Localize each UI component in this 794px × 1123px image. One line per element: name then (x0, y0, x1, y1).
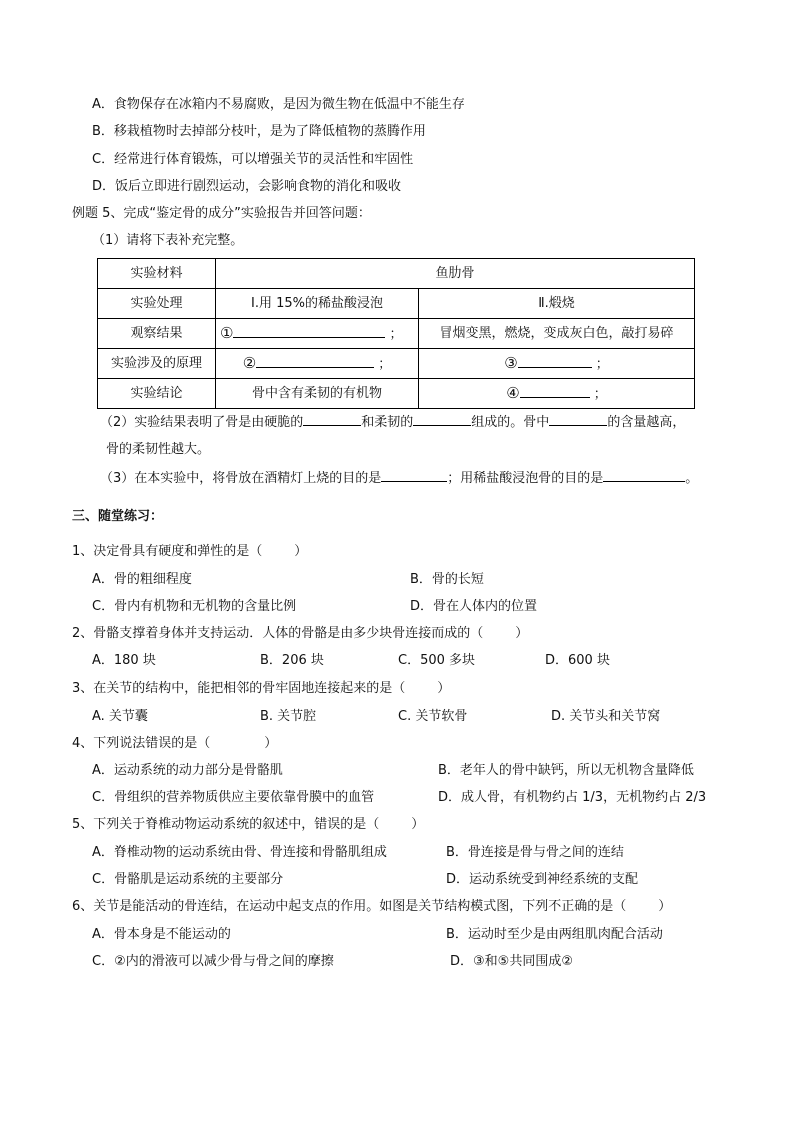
blank-marker-3: ③ (504, 353, 518, 372)
answer-blank[interactable] (518, 355, 592, 368)
blank-marker-4: ④ (506, 383, 520, 402)
answer-blank[interactable] (520, 385, 590, 398)
example5-q2-cont: 骨的柔韧性越大。 (106, 442, 211, 457)
option: B．骨的长短 (410, 572, 484, 587)
option: D．成人骨，有机物约占 1/3，无机物约占 2/3 (438, 790, 707, 805)
table-cell-label: 实验涉及的原理 (98, 349, 216, 379)
table-row (98, 319, 695, 349)
q2-text: 组成的。骨中 (471, 415, 550, 430)
q2-text: （2）实验结果表明了骨是由硬脆的 (100, 415, 304, 430)
example5-q3 (100, 469, 698, 488)
prev-option-d: D．饭后立即进行剧烈运动，会影响食物的消化和吸收 (92, 179, 402, 194)
table-cell (419, 349, 695, 379)
table-cell (216, 349, 419, 379)
example5-q2 (100, 413, 685, 432)
blank-marker-1: ① (220, 323, 234, 342)
q3-text: （3）在本实验中，将骨放在酒精灯上烧的目的是 (100, 471, 382, 486)
table-cell-label: 观察结果 (98, 319, 216, 349)
table-cell: 骨中含有柔韧的有机物 (216, 379, 419, 409)
table-cell-label: 实验处理 (98, 289, 216, 319)
option: B. 关节腔 (260, 709, 317, 724)
option: A．骨的粗细程度 (92, 572, 192, 587)
answer-blank[interactable] (256, 355, 374, 368)
table-cell: Ⅱ.煅烧 (419, 289, 695, 319)
table-row (98, 259, 695, 289)
blank-marker-2: ② (242, 353, 257, 372)
option: A．180 块 (92, 653, 156, 668)
table-cell (216, 319, 419, 349)
example5-q1: （1）请将下表补充完整。 (92, 233, 244, 248)
option: D．600 块 (545, 653, 610, 668)
answer-blank[interactable] (603, 469, 685, 482)
option: A．脊椎动物的运动系统由骨、骨连接和骨骼肌组成 (92, 845, 387, 860)
option: B．206 块 (260, 653, 324, 668)
option: B．骨连接是骨与骨之间的连结 (446, 845, 624, 860)
prev-option-a: A．食物保存在冰箱内不易腐败，是因为微生物在低温中不能生存 (92, 97, 465, 112)
table-row (98, 289, 695, 319)
question-stem: 6、关节是能活动的骨连结，在运动中起支点的作用。如图是关节结构模式图，下列不正确的是（ ） (72, 899, 672, 914)
answer-blank[interactable] (381, 469, 447, 482)
punct: ； (593, 386, 607, 402)
option: D．③和⑤共同围成② (450, 954, 573, 969)
prev-option-c: C．经常进行体育锻炼，可以增强关节的灵活性和牢固性 (92, 152, 414, 167)
option: A. 关节囊 (92, 709, 148, 724)
option: A．骨本身是不能运动的 (92, 927, 231, 942)
question-stem: 5、下列关于脊椎动物运动系统的叙述中，错误的是（ ） (72, 817, 425, 832)
option: A．运动系统的动力部分是骨骼肌 (92, 763, 283, 778)
section-title: 三、随堂练习： (72, 509, 164, 524)
punct: ； (595, 356, 609, 372)
table-cell: 冒烟变黑，燃烧，变成灰白色，敲打易碎 (419, 319, 695, 349)
example5-title: 例题 5、完成“鉴定骨的成分”实验报告并回答问题： (72, 206, 371, 221)
answer-blank[interactable] (549, 413, 607, 426)
option: C．②内的滑液可以减少骨与骨之间的摩擦 (92, 954, 334, 969)
option: D．骨在人体内的位置 (410, 599, 538, 614)
option: B．运动时至少是由两组肌肉配合活动 (446, 927, 663, 942)
q3-text: 。 (685, 471, 699, 486)
option: C．骨组织的营养物质供应主要依靠骨膜中的血管 (92, 790, 375, 805)
option: D. 关节头和关节窝 (551, 709, 661, 724)
table-cell-label: 实验结论 (98, 379, 216, 409)
option: B．老年人的骨中缺钙，所以无机物含量降低 (438, 763, 694, 778)
punct: ； (389, 326, 403, 342)
question-stem: 4、下列说法错误的是（ ） (72, 736, 278, 751)
option: D．运动系统受到神经系统的支配 (446, 872, 639, 887)
prev-option-b: B．移栽植物时去掉部分枝叶，是为了降低植物的蒸腾作用 (92, 124, 426, 139)
experiment-table (97, 258, 695, 409)
option: C. 关节软骨 (398, 709, 468, 724)
punct: ； (378, 356, 392, 372)
table-row (98, 379, 695, 409)
table-cell: Ⅰ.用 15%的稀盐酸浸泡 (216, 289, 419, 319)
q2-text: 和柔韧的 (361, 415, 414, 430)
question-stem: 1、决定骨具有硬度和弹性的是（ ） (72, 544, 308, 559)
answer-blank[interactable] (303, 413, 361, 426)
q2-text: 的含量越高， (607, 415, 686, 430)
table-cell: 鱼肋骨 (216, 259, 695, 289)
question-stem: 2、骨骼支撑着身体并支持运动．人体的骨骼是由多少块骨连接而成的（ ） (72, 626, 529, 641)
table-row (98, 349, 695, 379)
q3-text: ；用稀盐酸浸泡骨的目的是 (447, 471, 604, 486)
option: C．骨骼肌是运动系统的主要部分 (92, 872, 284, 887)
question-stem: 3、在关节的结构中，能把相邻的骨牢固地连接起来的是（ ） (72, 681, 451, 696)
answer-blank[interactable] (233, 325, 385, 338)
option: C．骨内有机物和无机物的含量比例 (92, 599, 297, 614)
table-cell (419, 379, 695, 409)
table-cell-label: 实验材料 (98, 259, 216, 289)
option: C．500 多块 (398, 653, 476, 668)
answer-blank[interactable] (413, 413, 471, 426)
